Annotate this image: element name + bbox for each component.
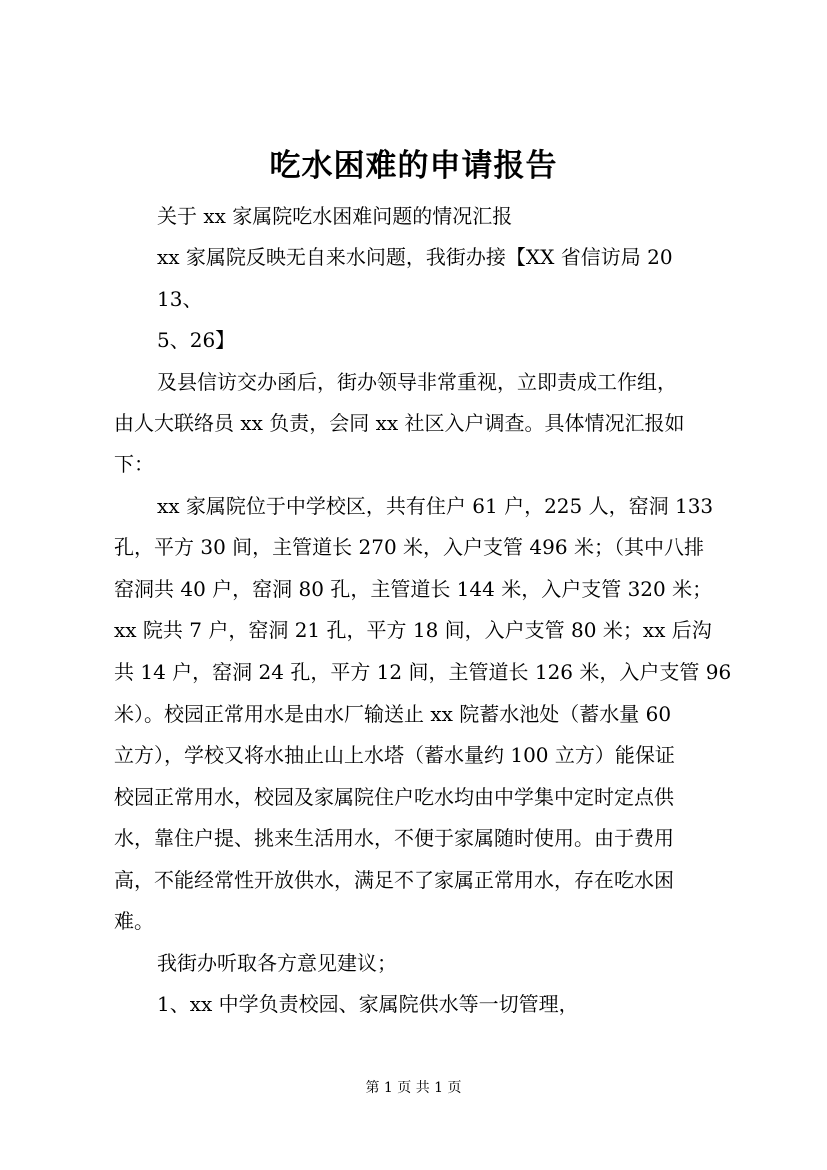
text-line: 校园正常用水，校园及家属院住户吃水均由中学集中定时定点供	[114, 785, 674, 809]
text-line-subtitle: 关于 xx 家属院吃水困难问题的情况汇报	[157, 204, 513, 228]
document-title: 吃水困难的申请报告	[269, 148, 558, 184]
text-line: 立方），学校又将水抽止山上水塔（蓄水量约 100 立方）能保证	[114, 743, 675, 767]
text-line: 高，不能经常性开放供水，满足不了家属正常用水，存在吃水困	[114, 868, 674, 892]
text-line: 窑洞共 40 户，窑洞 80 孔，主管道长 144 米，入户支管 320 米；	[114, 577, 713, 601]
text-line: 下：	[114, 452, 154, 476]
text-line: 我街办听取各方意见建议；	[157, 951, 397, 975]
text-line: 米）。校园正常用水是由水厂输送止 xx 院蓄水池处（蓄水量 60	[114, 702, 672, 726]
text-line: 难。	[114, 909, 154, 933]
text-line: 水，靠住户提、挑来生活用水，不便于家属随时使用。由于费用	[114, 826, 674, 850]
text-line: 孔，平方 30 间，主管道长 270 米，入户支管 496 米；（其中八排	[114, 535, 704, 559]
text-line: xx 家属院位于中学校区，共有住户 61 户，225 人，窑洞 133	[157, 494, 714, 518]
text-line: 共 14 户，窑洞 24 孔，平方 12 间，主管道长 126 米，入户支管 96	[114, 660, 732, 684]
text-line: xx 家属院反映无自来水问题，我街办接【XX 省信访局 20	[157, 245, 673, 269]
text-line: xx 院共 7 户，窑洞 21 孔，平方 18 间，入户支管 80 米；xx 后沟	[114, 618, 712, 642]
page-footer: 第 1 页 共 1 页	[365, 1080, 462, 1096]
text-line: 及县信访交办函后，街办领导非常重视，立即责成工作组，	[157, 370, 677, 394]
text-line: 5、26】	[157, 328, 236, 352]
text-line: 1、xx 中学负责校园、家属院供水等一切管理，	[157, 992, 579, 1016]
text-line: 13、	[157, 287, 203, 311]
text-line: 由人大联络员 xx 负责，会同 xx 社区入户调查。具体情况汇报如	[114, 411, 685, 435]
